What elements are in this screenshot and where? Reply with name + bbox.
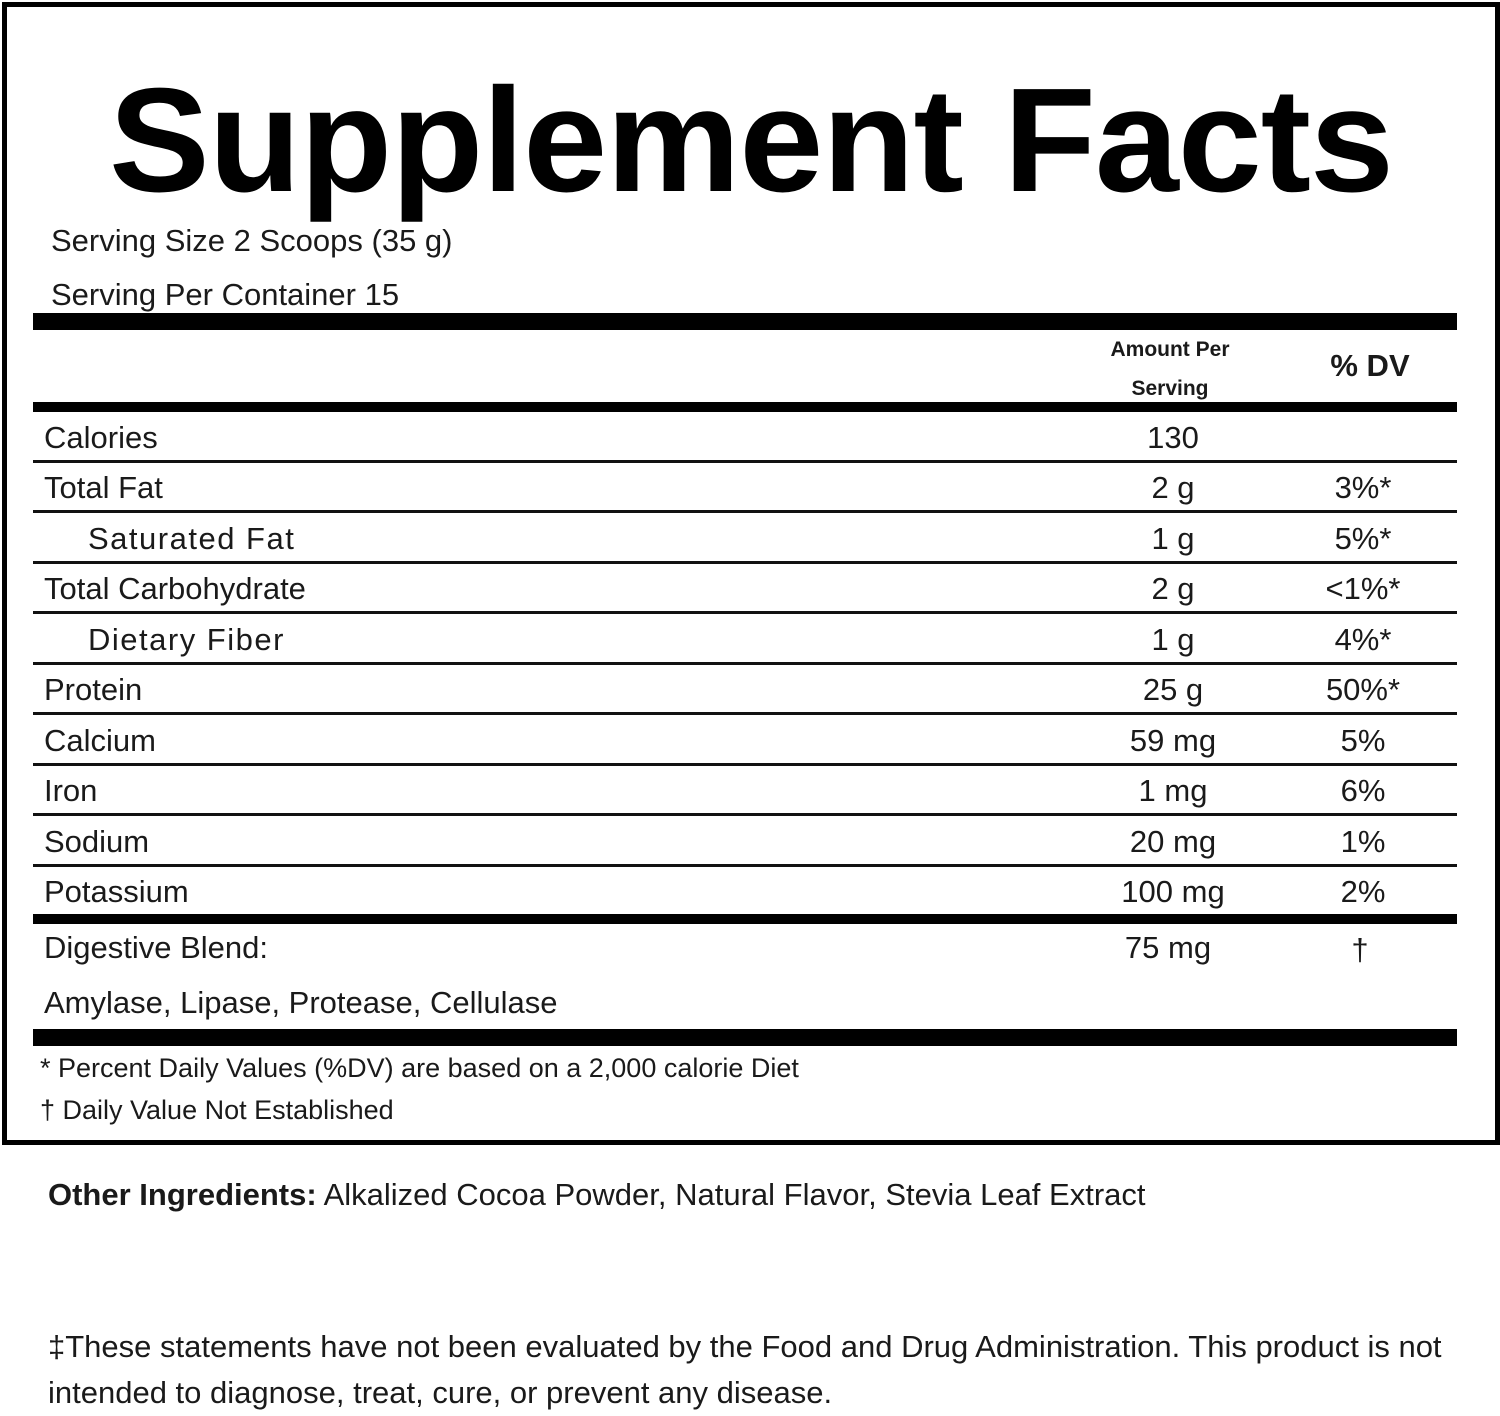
table-row [33, 565, 1457, 613]
table-row [33, 767, 1457, 815]
nutrient-dv: 3%* [1334, 470, 1392, 505]
nutrient-dv: 5% [1340, 723, 1386, 758]
footnote-percent-dv: * Percent Daily Values (%DV) are based on a 2,000 calorie Diet [40, 1053, 799, 1083]
nutrient-amount: 25 g [1142, 672, 1204, 707]
nutrient-dv: 6% [1340, 773, 1386, 808]
row-divider [33, 763, 1457, 766]
row-divider [33, 510, 1457, 513]
nutrient-name: Dietary Fiber [88, 622, 285, 657]
nutrient-name: Sodium [44, 824, 150, 859]
footnote-not-established: † Daily Value Not Established [40, 1095, 394, 1125]
other-ingredients-label: Other Ingredients: [48, 1177, 317, 1212]
nutrient-amount: 1 g [1151, 622, 1195, 657]
nutrient-amount: 130 [1147, 420, 1199, 455]
nutrient-dv: 2% [1340, 874, 1386, 909]
nutrient-amount: 2 g [1151, 571, 1195, 606]
nutrient-name: Potassium [44, 874, 189, 909]
table-row [33, 616, 1457, 664]
table-row [33, 717, 1457, 765]
divider-blend [33, 914, 1457, 924]
nutrient-name: Total Carbohydrate [44, 571, 306, 606]
blend-name: Digestive Blend: [44, 930, 269, 965]
nutrient-dv: 50%* [1325, 672, 1401, 707]
dv-header: % DV [1330, 348, 1410, 383]
row-divider [33, 611, 1457, 614]
nutrient-dv: 1% [1340, 824, 1386, 859]
nutrient-dv: 4%* [1334, 622, 1392, 657]
fda-disclaimer: ‡These statements have not been evaluated by the Food and Drug Administration. This product is not intended to diagnose, treat, cure, or prevent any disease. [48, 1329, 1442, 1410]
divider-header [33, 402, 1457, 412]
table-row [33, 464, 1457, 512]
divider-thick-bottom [33, 1029, 1457, 1046]
nutrient-amount: 100 mg [1121, 874, 1225, 909]
nutrient-name: Iron [44, 773, 98, 808]
nutrient-amount: 1 g [1151, 521, 1195, 556]
nutrient-name: Calories [44, 420, 158, 455]
serving-size: Serving Size 2 Scoops (35 g) [51, 223, 453, 258]
other-ingredients [48, 1174, 1146, 1216]
row-divider [33, 712, 1457, 715]
table-row [33, 818, 1457, 866]
nutrient-amount: 1 mg [1138, 773, 1208, 808]
row-divider [33, 813, 1457, 816]
nutrient-dv: <1%* [1325, 571, 1401, 606]
other-ingredients-text: Alkalized Cocoa Powder, Natural Flavor, Stevia Leaf Extract [316, 1177, 1146, 1212]
table-row [33, 666, 1457, 714]
blend-dv: † [1351, 932, 1369, 967]
blend-amount: 75 mg [1124, 930, 1212, 965]
row-divider [33, 561, 1457, 564]
nutrient-amount: 20 mg [1129, 824, 1217, 859]
nutrient-name: Total Fat [44, 470, 163, 505]
row-divider [33, 460, 1457, 463]
divider-thick-top [33, 313, 1457, 330]
nutrient-dv: 5%* [1334, 521, 1392, 556]
panel-title: Supplement Facts [109, 58, 1393, 223]
nutrient-amount: 2 g [1151, 470, 1195, 505]
table-row [33, 515, 1457, 563]
row-divider [33, 662, 1457, 665]
nutrient-name: Calcium [44, 723, 156, 758]
nutrient-name: Saturated Fat [88, 521, 296, 556]
servings-per-container: Serving Per Container 15 [51, 277, 400, 312]
table-row [33, 414, 1457, 462]
amount-header-line2: Serving [1131, 377, 1209, 400]
amount-per-serving-header [1090, 330, 1250, 408]
nutrient-amount: 59 mg [1129, 723, 1217, 758]
amount-header-line1: Amount Per [1110, 338, 1230, 361]
nutrient-name: Protein [44, 672, 143, 707]
blend-ingredients: Amylase, Lipase, Protease, Cellulase [44, 985, 558, 1020]
row-divider [33, 864, 1457, 867]
table-row [33, 868, 1457, 916]
